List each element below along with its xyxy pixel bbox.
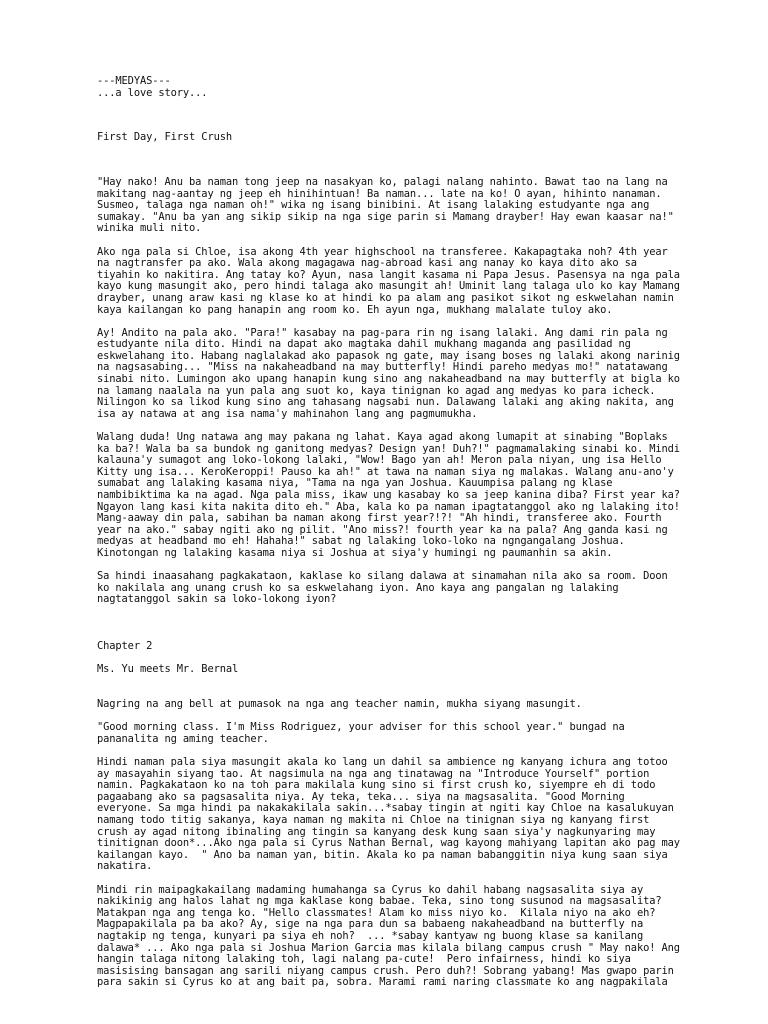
text-line: nambibiktima ka na agad. Nga pala miss, ikaw ung kasabay ko sa jeep kanina diba? First year ka?	[97, 489, 680, 501]
text-line: Kinotongan ng lalaking kasama niya si Joshua at siya'y humingi ng paumanhin sa akin.	[97, 546, 613, 559]
text-line: sinabi nito. Lumingon ako upang hanapin kung sino ang nakaheadband na may butterfly at bigla ko	[97, 373, 680, 386]
text-line: Magpapakilala pa ba ako? Ay, sige na nga para dun sa babaeng nakaheadband na butterfly na	[97, 918, 644, 931]
text-line: na nagsasabing... "Miss na nakaheadband na may butterfly! Hindi pareho medyas mo!" natatawang	[97, 361, 668, 374]
text-line: "Hay nako! Anu ba naman tong jeep na nasakyan ko, palagi nalang nahinto. Bawat tao na lang na	[97, 175, 668, 188]
text-line: kayo kung masungit ako, pero hindi talaga ako masungit ah! Uminit lang talaga ulo ko kay Mamang	[97, 280, 680, 293]
text-line: kalauna'y sumagot ang loko-lokong lalaki, "Wow! Bago yan ah! Meron pala niyan, ung isa Hello	[97, 454, 662, 467]
text-line: kailangan kayo. " Ano ba naman yan, bitin. Akala ko pa naman babanggitin niya kung saan siya	[97, 848, 668, 861]
text-line: medyas at headband mo eh! Hahaha!" sabat ng lalaking loko-loko na ngngangalang Joshua.	[97, 535, 625, 548]
text-line: Walang duda! Ung natawa ang may pakana ng lahat. Kaya agad akong lumapit at sinabing "Boplaks	[97, 431, 668, 444]
paragraph	[97, 722, 677, 745]
chapter2-heading: Ms. Yu meets Mr. Bernal	[97, 663, 239, 676]
story-subtitle: ...a love story...	[97, 86, 208, 99]
text-line: isa ay natawa at ang isa nama'y mahinahon lang ang pagmumukha.	[97, 407, 478, 420]
text-line: Ako nga pala si Chloe, isa akong 4th year highschool na transferee. Kakapagtaka noh? 4th year	[97, 245, 668, 258]
text-line: nakikinig ang halos lahat ng mga kaklase kong babae. Teka, sino tong susunod na magsasalita?	[97, 895, 662, 908]
text-line: drayber, unang araw kasi ng klase ko at hindi ko pa alam ang pasikot sikot ng eskwelahan namin	[97, 291, 674, 304]
text-line: dalawa* ... Ako nga pala si Joshua Marion Garcia mas kilala bilang campus crush " May nako! Ang	[97, 941, 680, 954]
paragraph	[97, 699, 677, 711]
text-line: ay masayahin siyang tao. At nagsimula na nga ang tinatawag na "Introduce Yourself" portion	[97, 767, 650, 780]
text-line: year na ako." sabay ngiti ako ng pilit. "Ano miss?! fourth year ka na pala? Ang ganda kasi ng	[97, 523, 668, 536]
text-line: makitang nag-aantay ng jeep eh hinihintuan! Ba naman... late na ko! O ayan, hihinto nanaman.	[97, 187, 662, 200]
text-line: nakatira.	[97, 860, 153, 873]
text-line: tiyahin ko nakitira. Ang tatay ko? Ayun, nasa langit kasama ni Papa Jesus. Pasensya na nga pala	[97, 268, 680, 281]
text-line: ka ba?! Wala ba sa bundok ng ganitong medyas? Design yan! Duh?!" pagmamalaking sinabi ko. Mindi	[97, 442, 680, 455]
chapter1-heading: First Day, First Crush	[97, 130, 232, 143]
text-line: Sa hindi inaasahang pagkakataon, kaklase ko silang dalawa at sinamahan nila ako sa room. Doon	[97, 570, 668, 583]
text-line: tinitignan doon*...Ako nga pala si Cyrus Nathan Bernal, wag kayong mahiyang lapitan ako pag may	[97, 837, 680, 850]
text-line: estudyante nila dito. Hindi na dapat ako magtaka dahil mukhang maganda ang pasilidad ng	[97, 338, 631, 351]
text-line: hangin talaga nitong lalaking toh, lagi nalang pa-cute! Pero infairness, hindi ko siya	[97, 953, 631, 966]
text-line: kaya kailangan ko pang hanapin ang room ko. Eh ayun nga, mukhang malalate tuloy ako.	[97, 303, 613, 316]
text-line: winika muli nito.	[97, 222, 202, 235]
text-line: Nilingon ko sa likod kung sino ang tahasang nagsabi nun. Dalawang lalaki ang aking nakita, ang	[97, 396, 674, 409]
text-line: Hindi naman pala siya masungit akala ko lang un dahil sa ambience ng kanyang ichura ang totoo	[97, 756, 668, 769]
text-line: sumabat ang lalaking kasama niya, "Tama na nga yan Joshua. Kauumpisa palang ng klase	[97, 477, 613, 490]
text-line: pananalita ng aming teacher.	[97, 732, 269, 745]
story-title: ---MEDYAS---	[97, 75, 171, 87]
text-line: namang todo titig sakanya, kaya naman ng makita ni Chloe na tinignan siya ng kanyang first	[97, 814, 650, 827]
chapter2-label: Chapter 2	[97, 640, 153, 653]
text-line: na lamang naalala na yun pala ang suot ko, kaya tinignan ko agad ang medyas ko para icheck.	[97, 384, 656, 397]
text-line: everyone. Sa mga hindi pa nakakakilala sakin...*sabay tingin at ngiti kay Chloe na kasalukuyan	[97, 802, 674, 815]
text-line: crush ay agad nitong ibinaling ang tingin sa kanyang desk kung saan siya'y nagkunyaring may	[97, 825, 656, 838]
text-line: Ngayon lang kasi kita nakita dito eh." Aba, kala ko pa naman ipagtatanggol ako ng lalaking ito!	[97, 500, 680, 513]
paragraph	[97, 245, 680, 317]
text-line: Susmeo, talaga nga naman oh!" wika ng isang binibini. At isang lalaking estudyante nga ang	[97, 199, 650, 212]
text-line: masisising bansagan ang sarili niyang campus crush. Pero duh?! Sobrang yabang! Mas gwapo parin	[97, 964, 674, 977]
text-line: Mang-aaway din pala, sabihan ba naman akong first year?!?! "Ah hindi, transferee ako. Fourth	[97, 512, 662, 525]
text-line: nagtatanggol sakin sa loko-lokong iyon?	[97, 593, 337, 606]
story-title-block	[97, 76, 677, 99]
text-line: Mindi rin maipagkakailang madaming humahanga sa Cyrus ko dahil habang nagsasalita siya ay	[97, 883, 644, 896]
paragraph	[97, 571, 677, 606]
text-line: Ay! Andito na pala ako. "Para!" kasabay na pag-para rin ng isang lalaki. Ang dami rin pala ng	[97, 326, 668, 339]
paragraph	[97, 177, 677, 235]
paragraph	[97, 326, 680, 421]
text-line: Nagring na ang bell at pumasok na nga ang teacher namin, mukha siyang masungit.	[97, 698, 582, 711]
text-line: Matakpan nga ang tenga ko. "Hello classmates! Alam ko miss niyo ko. Kilala niyo na ako eh?	[97, 906, 656, 919]
text-line: para sakin si Cyrus ko at ang bait pa, sobra. Marami rami naring classmate ko ang nagpakilala	[97, 976, 668, 989]
document-page	[97, 75, 680, 1001]
text-line: ko nakilala ang unang crush ko sa eskwelahang iyon. Ano kaya ang pangalan ng lalaking	[97, 581, 619, 594]
chapter2-body	[97, 698, 680, 989]
text-line: sumakay. "Anu ba yan ang sikip sikip na nga sige parin si Mamang drayber! Hay ewan kaasar na!"	[97, 210, 674, 223]
text-line: "Good morning class. I'm Miss Rodriguez, your adviser for this school year." bungad na	[97, 721, 625, 734]
paragraph	[97, 431, 680, 560]
text-line: nagtakip ng tenga, kunyari pa siya eh noh? ... *sabay kantyaw ng buong klase sa kanilang	[97, 929, 644, 942]
paragraph	[97, 756, 680, 873]
text-line: namin. Pagkakataon ko na toh para makilala kung sino si first crush ko, siyempre eh di todo	[97, 779, 656, 792]
chapter1-body	[97, 175, 680, 606]
paragraph	[97, 883, 680, 989]
text-line: eskwelahang ito. Habang naglalakad ako papasok ng gate, may isang boses ng lalaki akong narinig	[97, 349, 680, 362]
text-line: pagaabang ako sa pagsasalita niya. Ay teka, teka... siya na magsasalita. "Good Morning	[97, 790, 625, 803]
text-line: Kitty ung isa... KeroKeroppi! Pauso ka ah!" at tawa na naman siya ng malakas. Walang anu-ano'y	[97, 465, 674, 478]
text-line: na nagtransfer pa ako. Wala akong magagawa nag-abroad kasi ang nanay ko kaya dito ako sa	[97, 257, 637, 270]
